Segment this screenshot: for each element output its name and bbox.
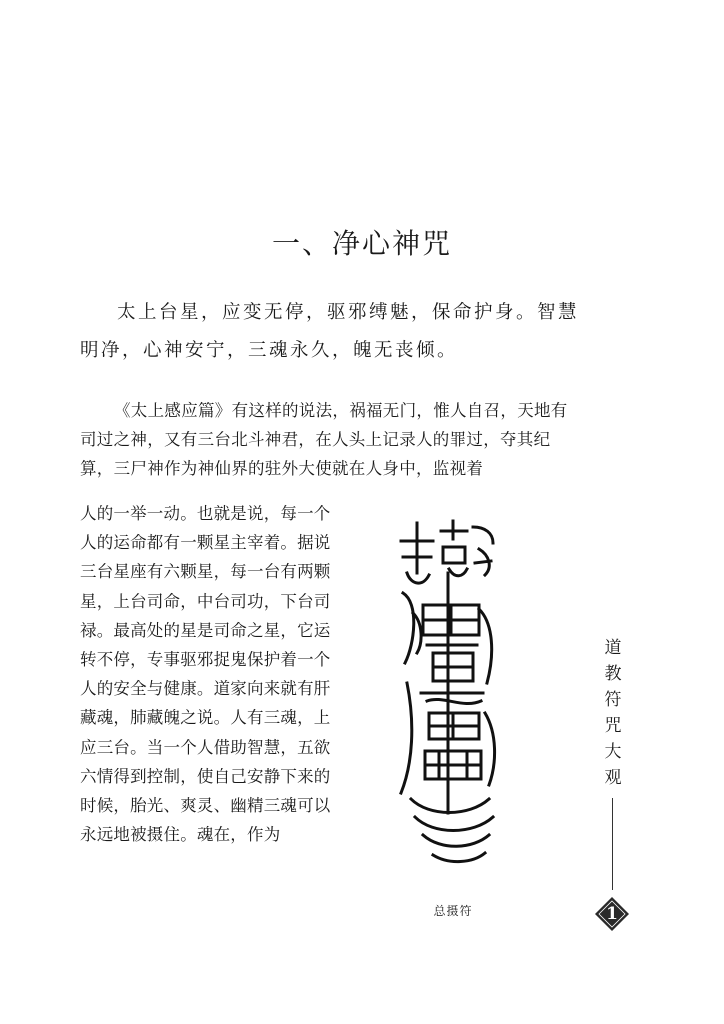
- chapter-title: 一、净心神咒: [271, 227, 452, 260]
- incantation-verse: 太上台星，应变无停，驱邪缚魅，保命护身。智慧明净，心神安宁，三魂永久，魄无丧倾。: [80, 302, 580, 361]
- body-paragraph-continued: 人的一举一动。也就是说，每一个人的运命都有一颗星主宰着。据说三台星座有六颗星，每一台有两颗星，上台司命，中台司功，下台司禄。最高处的星是司命之星，它运转不停，专事驱邪捉鬼保护着一个人的安全与健康。道家向来就有肝藏魂，肺藏魄之说。人有三魂，上应三台。当一个人借助智慧，五欲六情得到控制，使自己安静下来的时候，胎光、爽灵、幽精三魂可以永远地被摄住。魂在，作为: [80, 504, 331, 845]
- side-book-title: 道 教 符 咒 大 观: [604, 638, 622, 788]
- side-divider-line: [612, 798, 613, 890]
- talisman-caption: 总摄符: [433, 904, 473, 918]
- zongshe-talisman-image: [393, 513, 503, 873]
- body-paragraph: 《太上感应篇》有这样的说法，祸福无门，惟人自召，天地有司过之神，又有三台北斗神君，在人头上记录人的罪过，夺其纪算，三尸神作为神仙界的驻外大使就在人身中，监视着: [80, 401, 568, 479]
- page-number: 1: [606, 904, 618, 924]
